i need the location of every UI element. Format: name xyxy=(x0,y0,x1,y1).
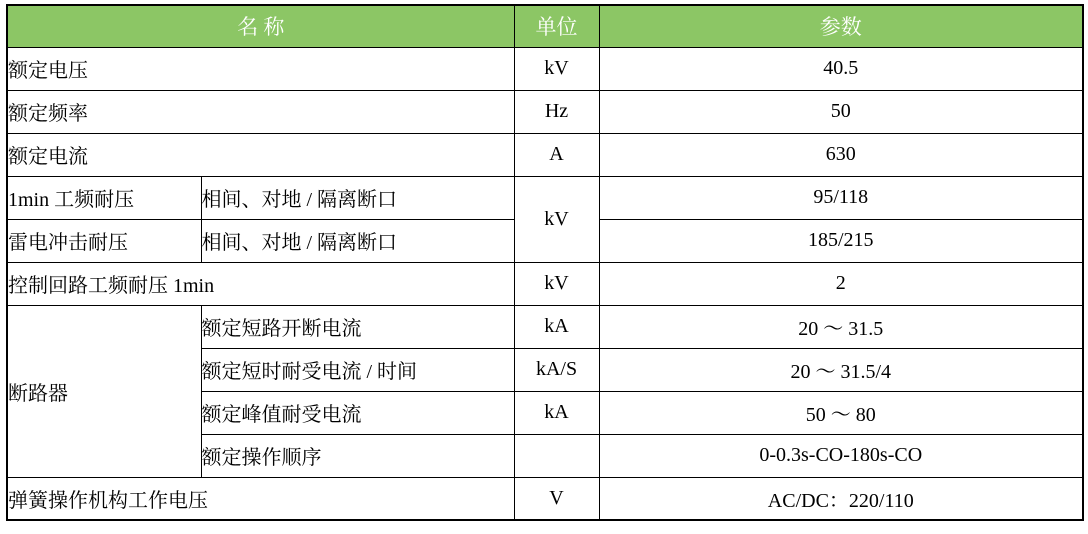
unit-cell: kV xyxy=(514,47,599,90)
technical-parameters-table xyxy=(6,4,1084,521)
name-cell: 额定电流 xyxy=(7,133,514,176)
group-cell-circuit-breaker: 断路器 xyxy=(7,305,201,477)
param-cell: 20 ～ 31.5/4 xyxy=(599,348,1083,391)
condition-cell: 相间、对地 / 隔离断口 xyxy=(201,176,514,219)
unit-cell: Hz xyxy=(514,90,599,133)
column-header-param: 参数 xyxy=(599,5,1083,47)
unit-cell: kV xyxy=(514,262,599,305)
condition-cell: 相间、对地 / 隔离断口 xyxy=(201,219,514,262)
table-header-row xyxy=(7,5,1083,47)
unit-cell: A xyxy=(514,133,599,176)
name-cell: 控制回路工频耐压 1min xyxy=(7,262,514,305)
param-cell: 20 ～ 31.5 xyxy=(599,305,1083,348)
column-header-unit: 单位 xyxy=(514,5,599,47)
param-cell: 40.5 xyxy=(599,47,1083,90)
name-cell: 额定短路开断电流 xyxy=(201,305,514,348)
row-rated-frequency xyxy=(7,90,1083,133)
row-power-frequency-withstand xyxy=(7,176,1083,219)
row-rated-current xyxy=(7,133,1083,176)
param-cell: 0-0.3s-CO-180s-CO xyxy=(599,434,1083,477)
param-cell: 185/215 xyxy=(599,219,1083,262)
unit-cell-empty xyxy=(514,434,599,477)
row-spring-mechanism-voltage xyxy=(7,477,1083,520)
unit-cell: kA xyxy=(514,391,599,434)
column-header-name: 名 称 xyxy=(7,5,514,47)
name-cell: 额定峰值耐受电流 xyxy=(201,391,514,434)
name-cell: 额定短时耐受电流 / 时间 xyxy=(201,348,514,391)
param-cell: 95/118 xyxy=(599,176,1083,219)
param-cell: 630 xyxy=(599,133,1083,176)
name-cell: 额定操作顺序 xyxy=(201,434,514,477)
param-cell: 2 xyxy=(599,262,1083,305)
name-cell: 弹簧操作机构工作电压 xyxy=(7,477,514,520)
name-cell: 额定电压 xyxy=(7,47,514,90)
param-cell: 50 ～ 80 xyxy=(599,391,1083,434)
name-cell: 额定频率 xyxy=(7,90,514,133)
param-cell: AC/DC：220/110 xyxy=(599,477,1083,520)
row-breaking-current xyxy=(7,305,1083,348)
param-cell: 50 xyxy=(599,90,1083,133)
unit-cell: V xyxy=(514,477,599,520)
unit-cell: kA/S xyxy=(514,348,599,391)
unit-cell: kA xyxy=(514,305,599,348)
name-cell: 1min 工频耐压 xyxy=(7,176,201,219)
row-control-circuit-withstand xyxy=(7,262,1083,305)
unit-cell-merged: kV xyxy=(514,176,599,262)
name-cell: 雷电冲击耐压 xyxy=(7,219,201,262)
row-rated-voltage xyxy=(7,47,1083,90)
